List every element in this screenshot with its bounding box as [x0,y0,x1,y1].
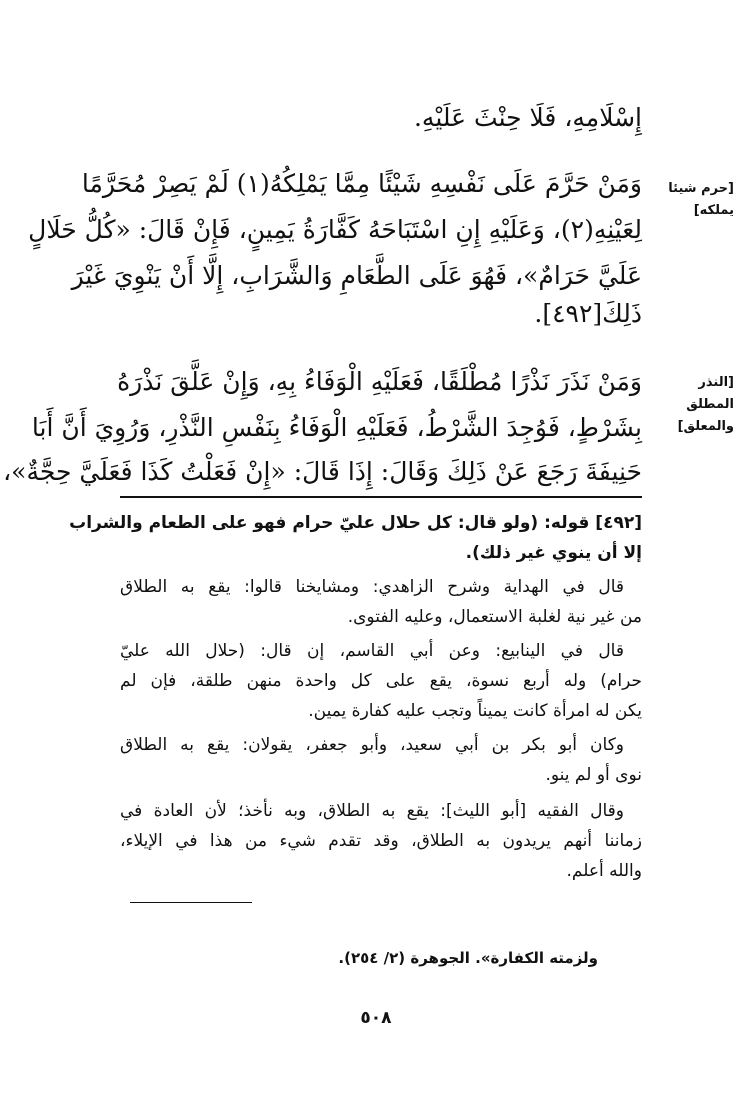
margin-note-title [654,372,734,438]
commentary-line: حرام) وله أربع نسوة، يقع على كل واحدة منهن طلقة، فإن لم [120,671,642,691]
main-text-line: وَمَنْ نَذَرَ نَذْرًا مُطْلَقًا، فَعَلَيْهِ الْوَفَاءُ بِهِ، وَإِنْ عَلَّقَ نَذْرَهُ [117,367,642,396]
margin-note-line: والمعلق] [677,419,734,434]
page-number: ٥٠٨ [360,1008,392,1028]
main-text-line: لِعَيْنِهِ(٢)، وَعَلَيْهِ إِنِ اسْتَبَاحَهُ كَفَّارَةُ يَمِينٍ، فَإِنْ قَالَ: «كُلُّ حَلَالٍ [28,215,642,244]
commentary-line: من غير نية لغلبة الاستعمال، وعليه الفتوى. [347,607,642,627]
commentary-divider [120,496,642,498]
commentary-line: قال في الهداية وشرح الزاهدي: ومشايخنا قالوا: يقع به الطلاق [120,577,624,597]
commentary-line: وكان أبو بكر بن أبي سعيد، وأبو جعفر، يقولان: يقع به الطلاق [120,735,624,755]
commentary-line: قال في الينابيع: وعن أبي القاسم، إن قال: (حلال الله عليّ [120,641,624,661]
commentary-line: نوى أو لم ينو. [545,765,642,785]
commentary-line: وقال الفقيه [أبو الليث]: يقع به الطلاق، وبه نأخذ؛ لأن العادة في [120,801,624,821]
commentary-line: يكن له امرأة كانت يميناً وتجب عليه كفارة يمين. [308,701,642,721]
main-text-line: بِشَرْطٍ، فَوُجِدَ الشَّرْطُ، فَعَلَيْهِ الْوَفَاءُ بِنَفْسِ النَّذْرِ، وَرُوِيَ أَنَّ أَبَا [31,413,642,442]
margin-note-line: [حرم شيئا [668,181,734,196]
commentary-line: والله أعلم. [566,861,642,881]
main-text-line: ذَلِكَ[٤٩٢]. [534,299,642,328]
margin-note-line: يملكه] [693,203,734,218]
main-text-line: إِسْلَامِهِ، فَلَا حِنْثَ عَلَيْهِ. [413,103,642,132]
margin-note-title [654,178,734,222]
footnote-continuation: ولزمته الكفارة». الجوهرة (٢/ ٢٥٤). [338,949,598,967]
margin-note-line: [النذر المطلق [686,375,734,412]
main-text-line: عَلَيَّ حَرَامٌ»، فَهُوَ عَلَى الطَّعَامِ وَالشَّرَابِ، إِلَّا أَنْ يَنْوِيَ غَيْرَ [71,261,642,290]
commentary-line: زماننا أنهم يريدون به الطلاق، وقد تقدم شيء من هذا في الإيلاء، [120,831,642,851]
main-text-line: حَنِيفَةَ رَجَعَ عَنْ ذَلِكَ وَقَالَ: إِذَا قَالَ: «إِنْ فَعَلْتُ كَذَا فَعَلَيَّ حِجَّةٌ»، [3,457,642,486]
main-text-line: وَمَنْ حَرَّمَ عَلَى نَفْسِهِ شَيْئًا مِمَّا يَمْلِكُهُ(١) لَمْ يَصِرْ مُحَرَّمًا [81,169,642,198]
commentary-heading-line: إلا أن ينوي غير ذلك). [465,543,642,563]
commentary-heading-line: [٤٩٢] قوله: (ولو قال: كل حلال عليّ حرام فهو على الطعام والشراب [69,513,642,533]
footnote-divider [130,902,252,903]
